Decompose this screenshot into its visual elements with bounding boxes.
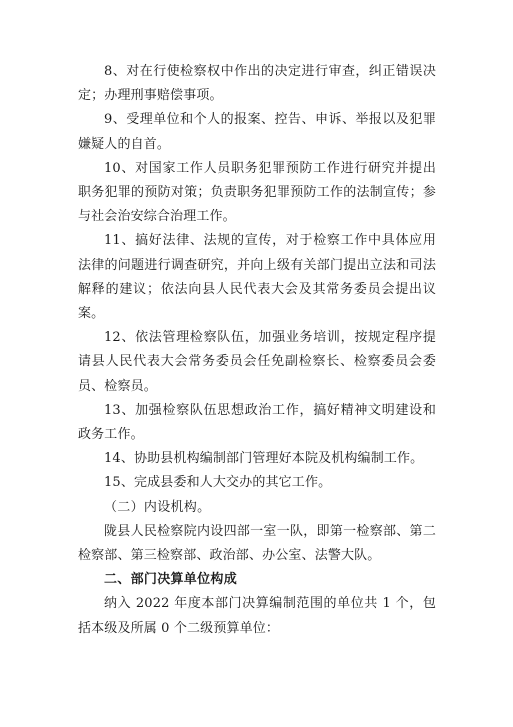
duty-item-10: 10、对国家工作人员职务犯罪预防工作进行研究并提出职务犯罪的预防对策；负责职务犯罪预防工作的法制宣传；参与社会治安综合治理工作。: [78, 160, 436, 225]
duty-item-8: 8、对在行使检察权中作出的决定进行审查，纠正错误决定；办理刑事赔偿事项。: [78, 64, 436, 104]
duty-item-15: 15、完成县委和人大交办的其它工作。: [104, 475, 332, 491]
scope-paragraph: 纳入 2022 年度本部门决算编制范围的单位共 1 个，包括本级及所属 0 个二级预算单位：: [78, 596, 436, 636]
internal-structure-heading: （二）内设机构。: [104, 499, 211, 515]
duty-item-11: 11、搞好法律、法规的宣传，对于检察工作中具体应用法律的问题进行调查研究，并向上级有关部门提出立法和司法解释的建议；依法向县人民代表大会及其常务委员会提出议案。: [78, 233, 436, 322]
internal-structure-paragraph: 陇县人民检察院内设四部一室一队，即第一检察部、第二检察部、第三检察部、政治部、办公室、法警大队。: [78, 523, 436, 564]
duty-item-13: 13、加强检察队伍思想政治工作，搞好精神文明建设和政务工作。: [78, 402, 436, 443]
duty-item-14: 14、协助县机构编制部门管理好本院及机构编制工作。: [104, 451, 424, 467]
duty-item-12: 12、依法管理检察队伍，加强业务培训，按规定程序提请县人民代表大会常务委员会任免副检察长、检察委员会委员、检察员。: [78, 330, 436, 394]
duty-item-9: 9、受理单位和个人的报案、控告、申诉、举报以及犯罪嫌疑人的自首。: [78, 112, 436, 152]
document-body: [78, 60, 436, 641]
section-heading-unit-composition: 二、部门决算单位构成: [104, 572, 238, 588]
